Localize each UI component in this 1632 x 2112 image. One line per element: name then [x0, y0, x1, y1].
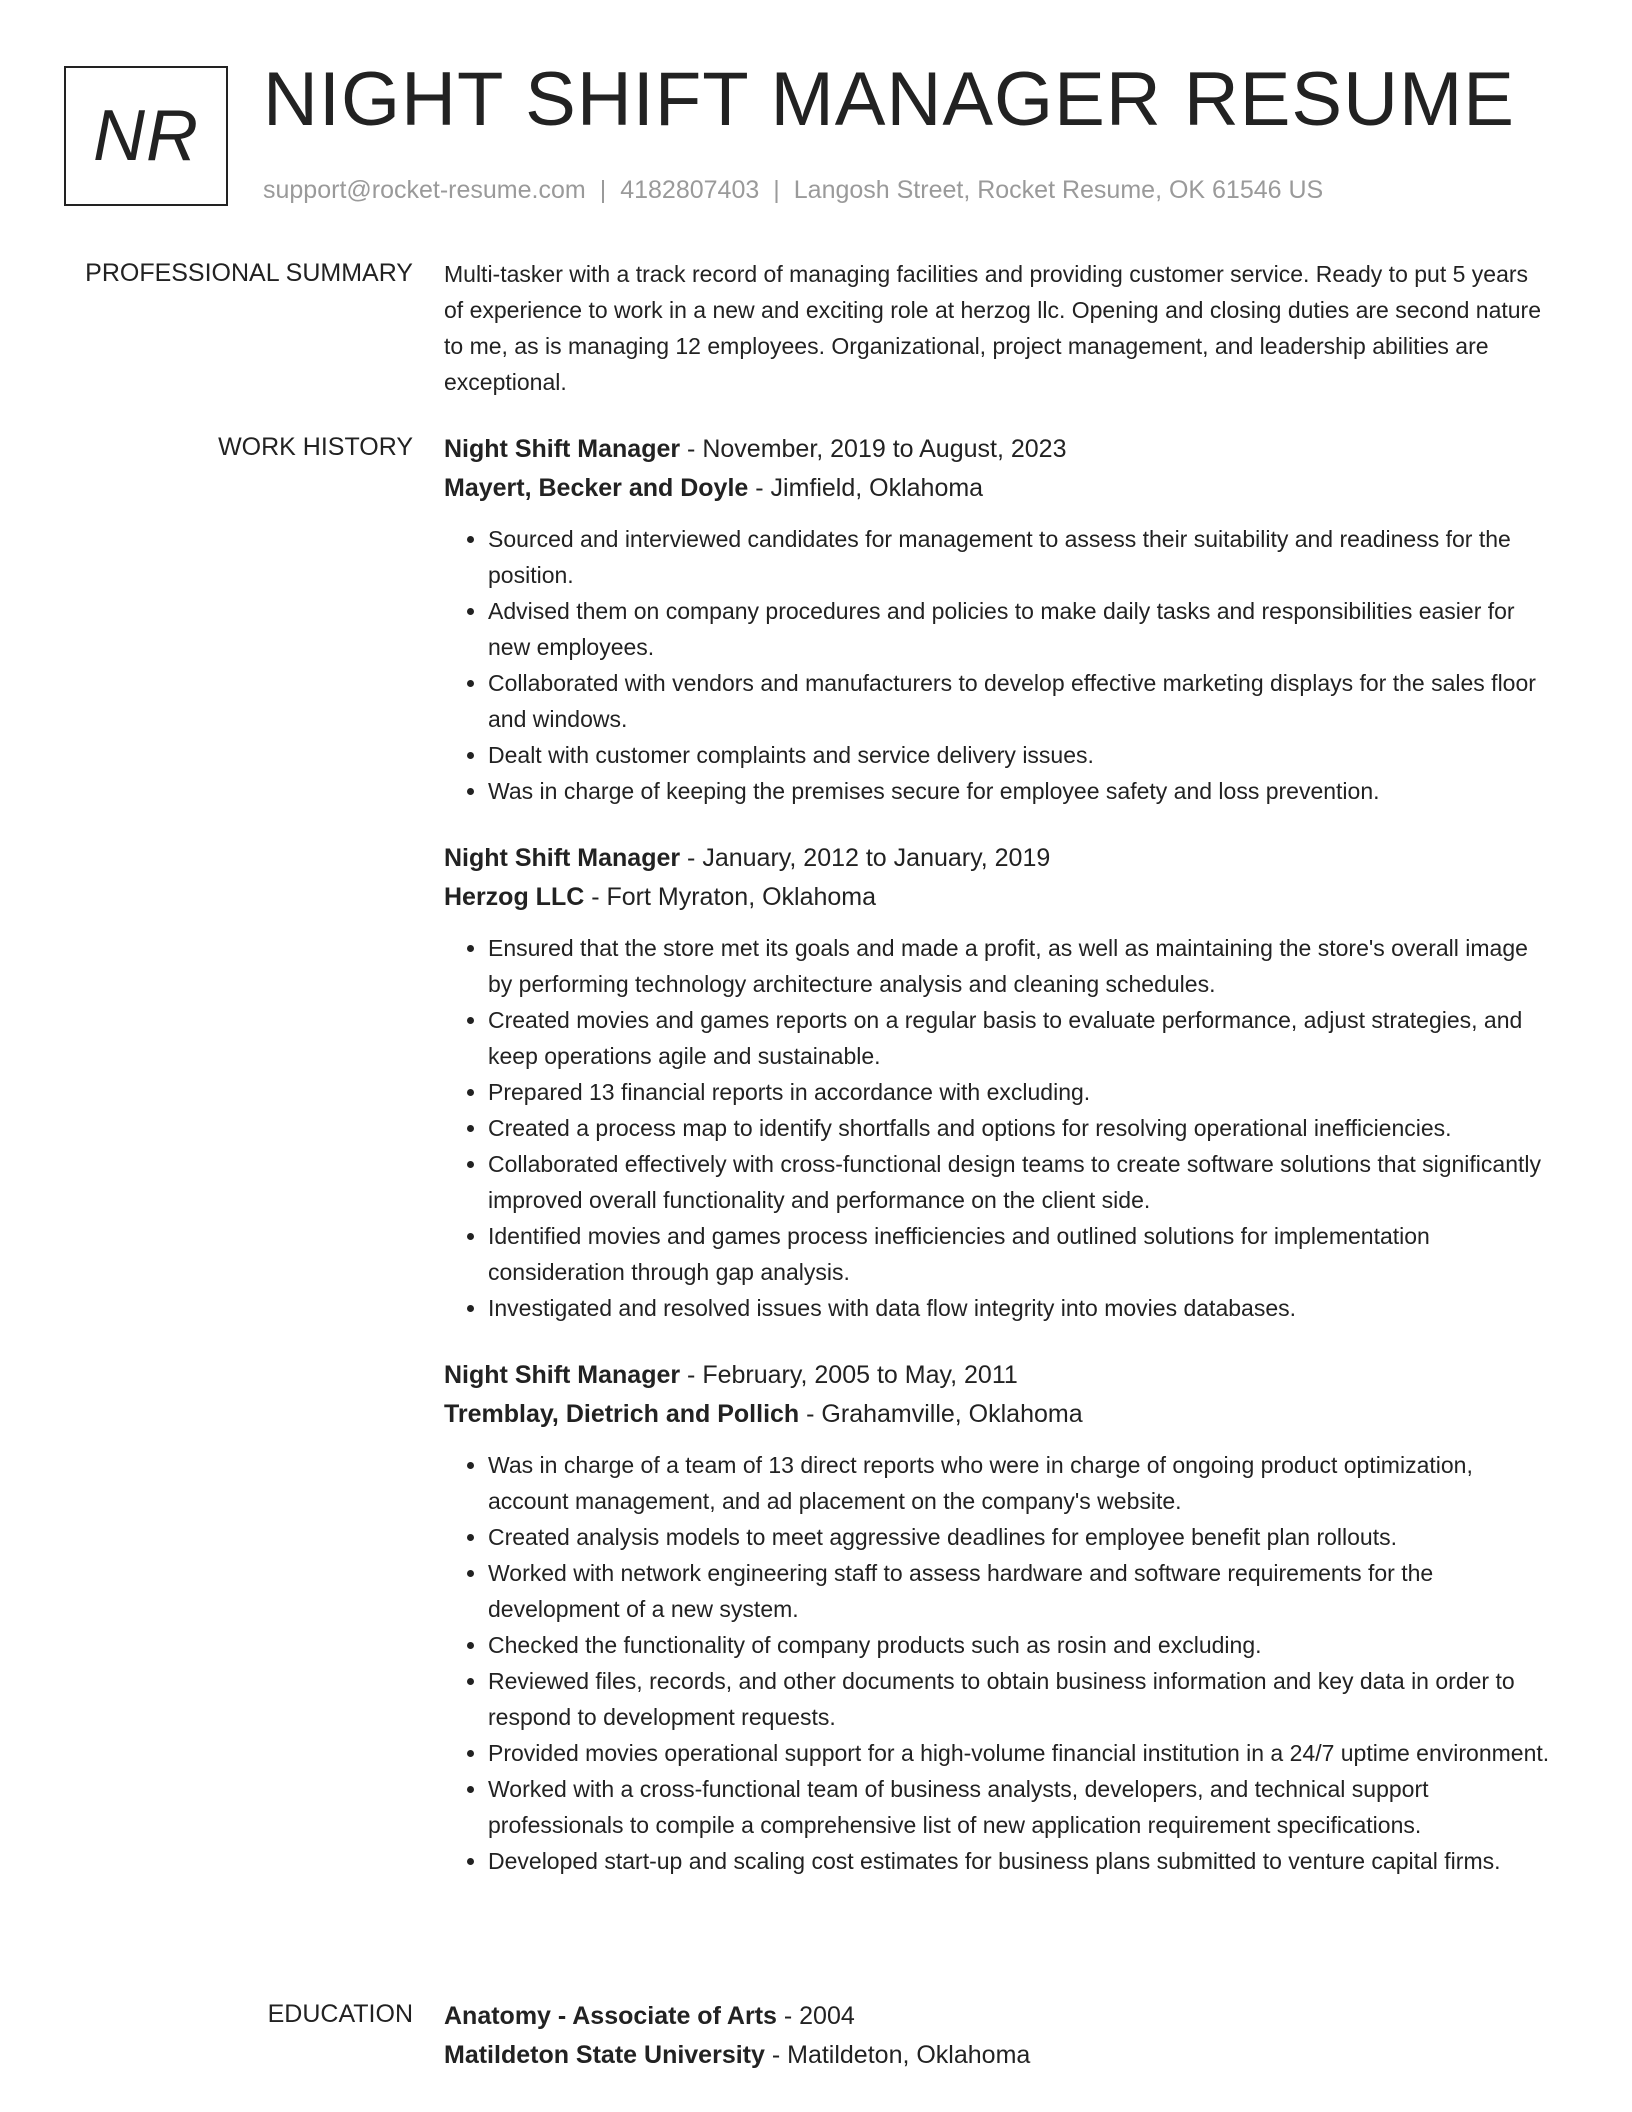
contact-phone: 4182807403 [620, 176, 760, 204]
job-location: - Fort Myraton, Oklahoma [584, 883, 877, 911]
job-bullet: • Created movies and games reports on a regular basis to evaluate performance, adjust strategies, and keep operations agile and sustainable. [488, 1002, 1550, 1074]
job-entry [444, 839, 1550, 1326]
job-bullet: • Created a process map to identify shortfalls and options for resolving operational inefficiencies. [488, 1110, 1550, 1146]
job-title: Night Shift Manager [444, 1361, 681, 1389]
job-bullet: • Dealt with customer complaints and service delivery issues. [488, 737, 1550, 773]
job-bullet: • Identified movies and games process inefficiencies and outlined solutions for implementation consideration through gap analysis. [488, 1218, 1550, 1290]
education-degree: Anatomy - Associate of Arts [444, 2002, 777, 2030]
job-bullet: • Collaborated with vendors and manufacturers to develop effective marketing displays for the sales floor and windows. [488, 665, 1550, 737]
job-title-line [444, 430, 1550, 469]
job-list [444, 430, 1550, 1909]
job-bullet: • Collaborated effectively with cross-functional design teams to create software solutions that significantly improved overall functionality and performance on the client side. [488, 1146, 1550, 1218]
job-company-line [444, 1395, 1550, 1434]
job-bullets [444, 930, 1550, 1326]
education-school-line [444, 2036, 1550, 2075]
education-year: - 2004 [776, 2002, 855, 2030]
job-company: Tremblay, Dietrich and Pollich [444, 1400, 800, 1428]
job-bullet: • Ensured that the store met its goals and made a profit, as well as maintaining the store's overall image by performing technology architecture analysis and cleaning schedules. [488, 930, 1550, 1002]
job-entry [444, 1356, 1550, 1879]
job-bullet: • Advised them on company procedures and policies to make daily tasks and responsibilities easier for new employees. [488, 593, 1550, 665]
page-title: NIGHT SHIFT MANAGER RESUME [263, 57, 1515, 142]
job-bullet: • Sourced and interviewed candidates for management to assess their suitability and readiness for the position. [488, 521, 1550, 593]
initials-text: NR [93, 96, 199, 176]
job-location: - Jimfield, Oklahoma [748, 474, 984, 502]
job-dates: - November, 2019 to August, 2023 [680, 435, 1067, 463]
job-title-line [444, 839, 1550, 878]
initials-monogram [64, 66, 228, 206]
job-title: Night Shift Manager [444, 435, 681, 463]
job-bullet: • Worked with a cross-functional team of business analysts, developers, and technical support professionals to compile a comprehensive list of new application requirement specifications. [488, 1771, 1550, 1843]
education-school: Matildeton State University [444, 2041, 765, 2069]
job-bullet: • Developed start-up and scaling cost estimates for business plans submitted to venture capital firms. [488, 1843, 1550, 1879]
job-company: Mayert, Becker and Doyle [444, 474, 749, 502]
job-entry [444, 430, 1550, 809]
job-dates: - January, 2012 to January, 2019 [680, 844, 1051, 872]
education-degree-line [444, 1997, 1550, 2036]
contact-address: Langosh Street, Rocket Resume, OK 61546 US [793, 176, 1324, 204]
job-bullet: • Prepared 13 financial reports in accordance with excluding. [488, 1074, 1550, 1110]
job-location: - Grahamville, Oklahoma [799, 1400, 1083, 1428]
summary-heading: PROFESSIONAL SUMMARY [85, 259, 413, 287]
job-bullet: • Investigated and resolved issues with data flow integrity into movies databases. [488, 1290, 1550, 1326]
work-history-heading: WORK HISTORY [218, 433, 413, 461]
job-company: Herzog LLC [444, 883, 585, 911]
contact-line [263, 174, 1323, 207]
job-dates: - February, 2005 to May, 2011 [680, 1361, 1018, 1389]
job-title-line [444, 1356, 1550, 1395]
job-bullet: • Checked the functionality of company products such as rosin and excluding. [488, 1627, 1550, 1663]
job-title: Night Shift Manager [444, 844, 681, 872]
summary-text: Multi-tasker with a track record of managing facilities and providing customer service. Ready to put 5 years of experience to work in a new and exciting role at herzog llc. Opening and closing duties are second nature to me, as is managing 12 employees. Organizational, project management, and leadership abilities are exceptional. [444, 261, 1541, 395]
job-bullets [444, 521, 1550, 809]
job-bullet: • Provided movies operational support for a high-volume financial institution in a 24/7 uptime environment. [488, 1735, 1550, 1771]
job-bullet: • Was in charge of a team of 13 direct reports who were in charge of ongoing product optimization, account management, and ad placement on the company's website. [488, 1447, 1550, 1519]
job-company-line [444, 878, 1550, 917]
job-bullets [444, 1447, 1550, 1879]
job-bullet: • Created analysis models to meet aggressive deadlines for employee benefit plan rollouts. [488, 1519, 1550, 1555]
job-bullet: • Reviewed files, records, and other documents to obtain business information and key data in order to respond to development requests. [488, 1663, 1550, 1735]
education-location: - Matildeton, Oklahoma [764, 2041, 1031, 2069]
job-bullet: • Was in charge of keeping the premises secure for employee safety and loss prevention. [488, 773, 1550, 809]
contact-separator: | [773, 176, 780, 204]
contact-email: support@rocket-resume.com [263, 176, 586, 204]
education-heading: EDUCATION [267, 2000, 413, 2028]
job-company-line [444, 469, 1550, 508]
job-bullet: • Worked with network engineering staff to assess hardware and software requirements for the development of a new system. [488, 1555, 1550, 1627]
contact-separator: | [599, 176, 607, 204]
